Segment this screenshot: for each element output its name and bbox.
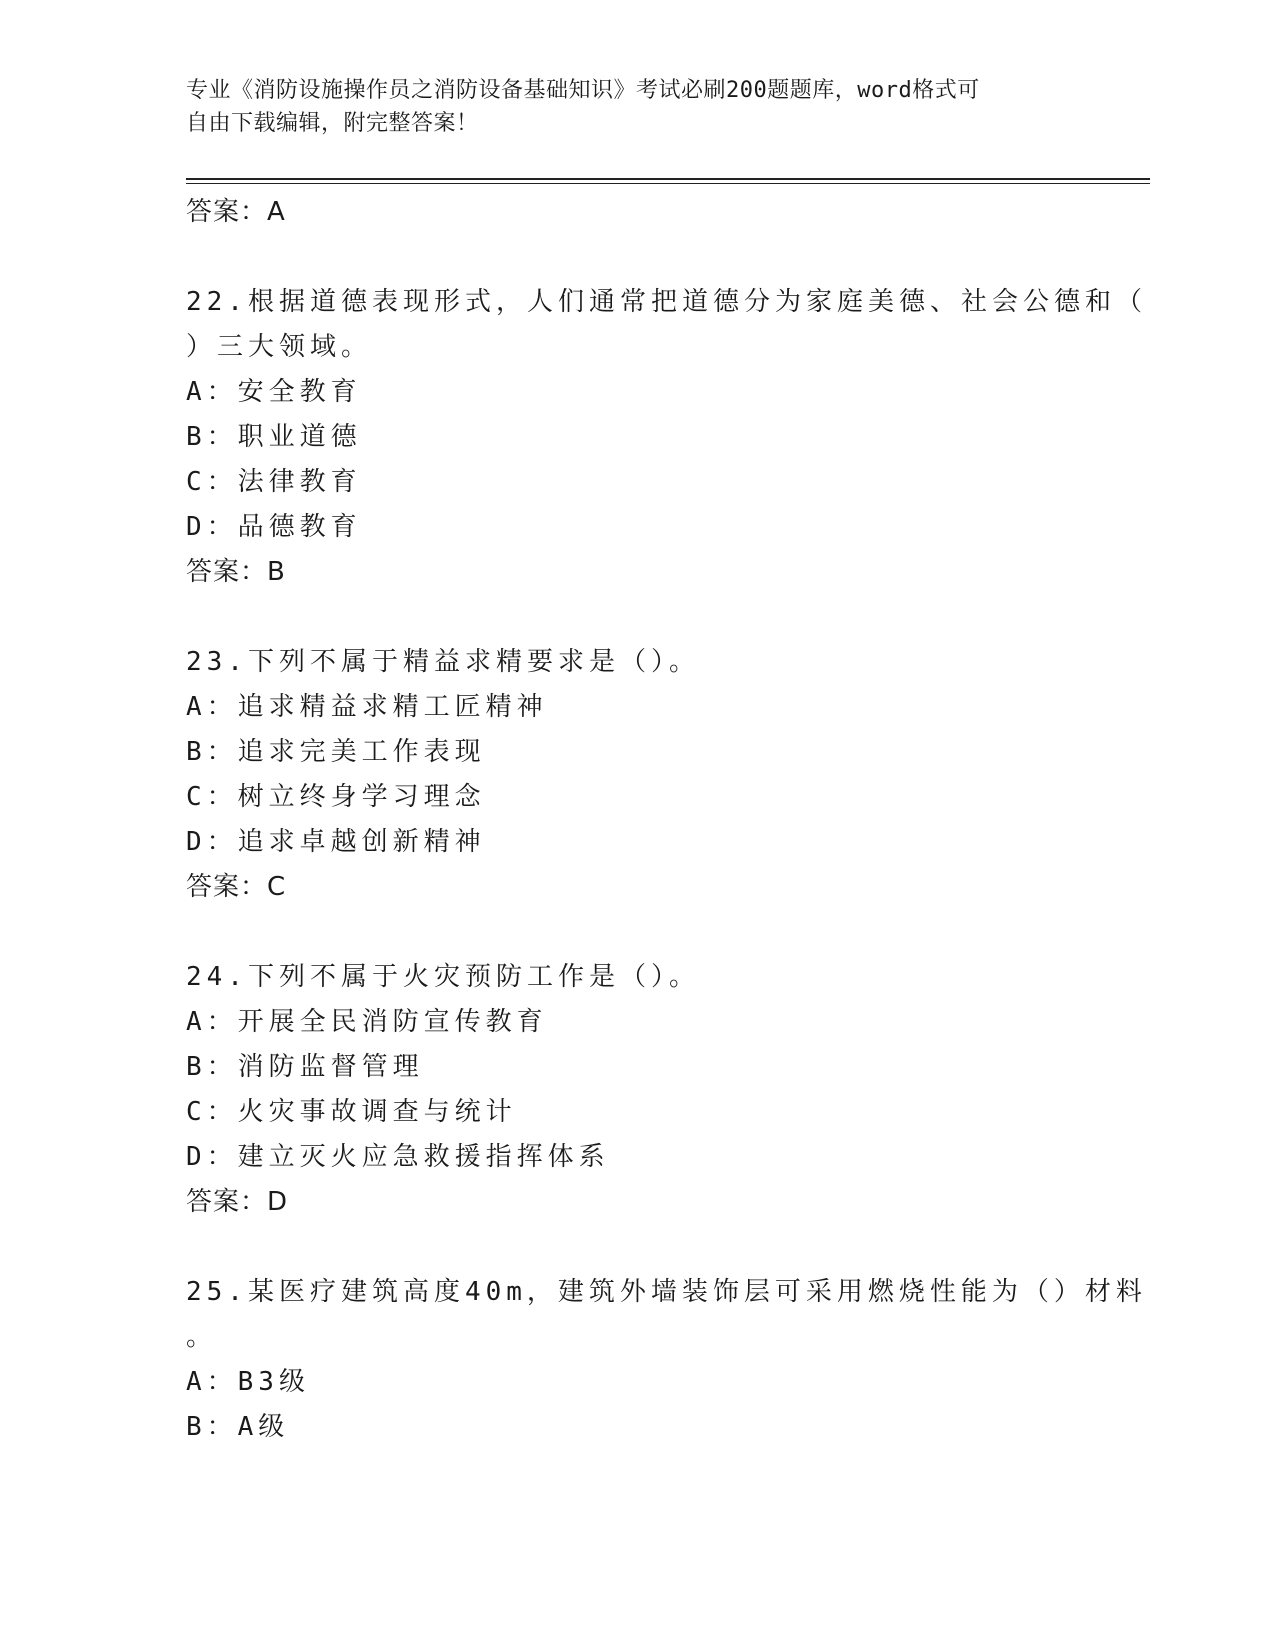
option-d: D：追求卓越创新精神 bbox=[186, 827, 486, 857]
option-d: D：品德教育 bbox=[186, 512, 362, 542]
option-a: A：安全教育 bbox=[186, 377, 362, 407]
option-b: B：消防监督管理 bbox=[186, 1052, 424, 1082]
document-header bbox=[186, 74, 1066, 140]
header-rule-thick bbox=[186, 178, 1150, 180]
option-c: C：法律教育 bbox=[186, 467, 362, 497]
header-line-2: 自由下载编辑，附完整答案！ bbox=[186, 111, 479, 136]
question-text: 。 bbox=[186, 1322, 218, 1352]
question-text: 23.下列不属于精益求精要求是（）。 bbox=[186, 647, 700, 677]
option-c: C：火灾事故调查与统计 bbox=[186, 1097, 517, 1127]
answer-line: 答案：B bbox=[186, 557, 286, 587]
option-b: B：职业道德 bbox=[186, 422, 362, 452]
option-a: A：追求精益求精工匠精神 bbox=[186, 692, 548, 722]
question-list bbox=[186, 190, 1150, 1450]
answer-line: 答案：A bbox=[186, 197, 286, 227]
question-25 bbox=[186, 1270, 1150, 1450]
question-text: ）三大领域。 bbox=[186, 332, 373, 362]
question-text: 24.下列不属于火灾预防工作是（）。 bbox=[186, 962, 700, 992]
question-23 bbox=[186, 640, 1150, 910]
header-line-1: 专业《消防设施操作员之消防设备基础知识》考试必刷200题题库，word格式可 bbox=[186, 78, 980, 103]
option-b: B：A级 bbox=[186, 1412, 290, 1442]
question-22 bbox=[186, 280, 1150, 595]
header-rule-thin bbox=[186, 183, 1150, 184]
answer-line: 答案：D bbox=[186, 1187, 289, 1217]
option-a: A：B3级 bbox=[186, 1367, 310, 1397]
option-d: D：建立灭火应急救援指挥体系 bbox=[186, 1142, 610, 1172]
question-text: 25.某医疗建筑高度40m，建筑外墙装饰层可采用燃烧性能为（）材料 bbox=[186, 1277, 1147, 1307]
answer-line: 答案：C bbox=[186, 872, 287, 902]
option-c: C：树立终身学习理念 bbox=[186, 782, 486, 812]
question-24 bbox=[186, 955, 1150, 1225]
option-b: B：追求完美工作表现 bbox=[186, 737, 486, 767]
question-text: 22.根据道德表现形式，人们通常把道德分为家庭美德、社会公德和（ bbox=[186, 287, 1147, 317]
option-a: A：开展全民消防宣传教育 bbox=[186, 1007, 548, 1037]
